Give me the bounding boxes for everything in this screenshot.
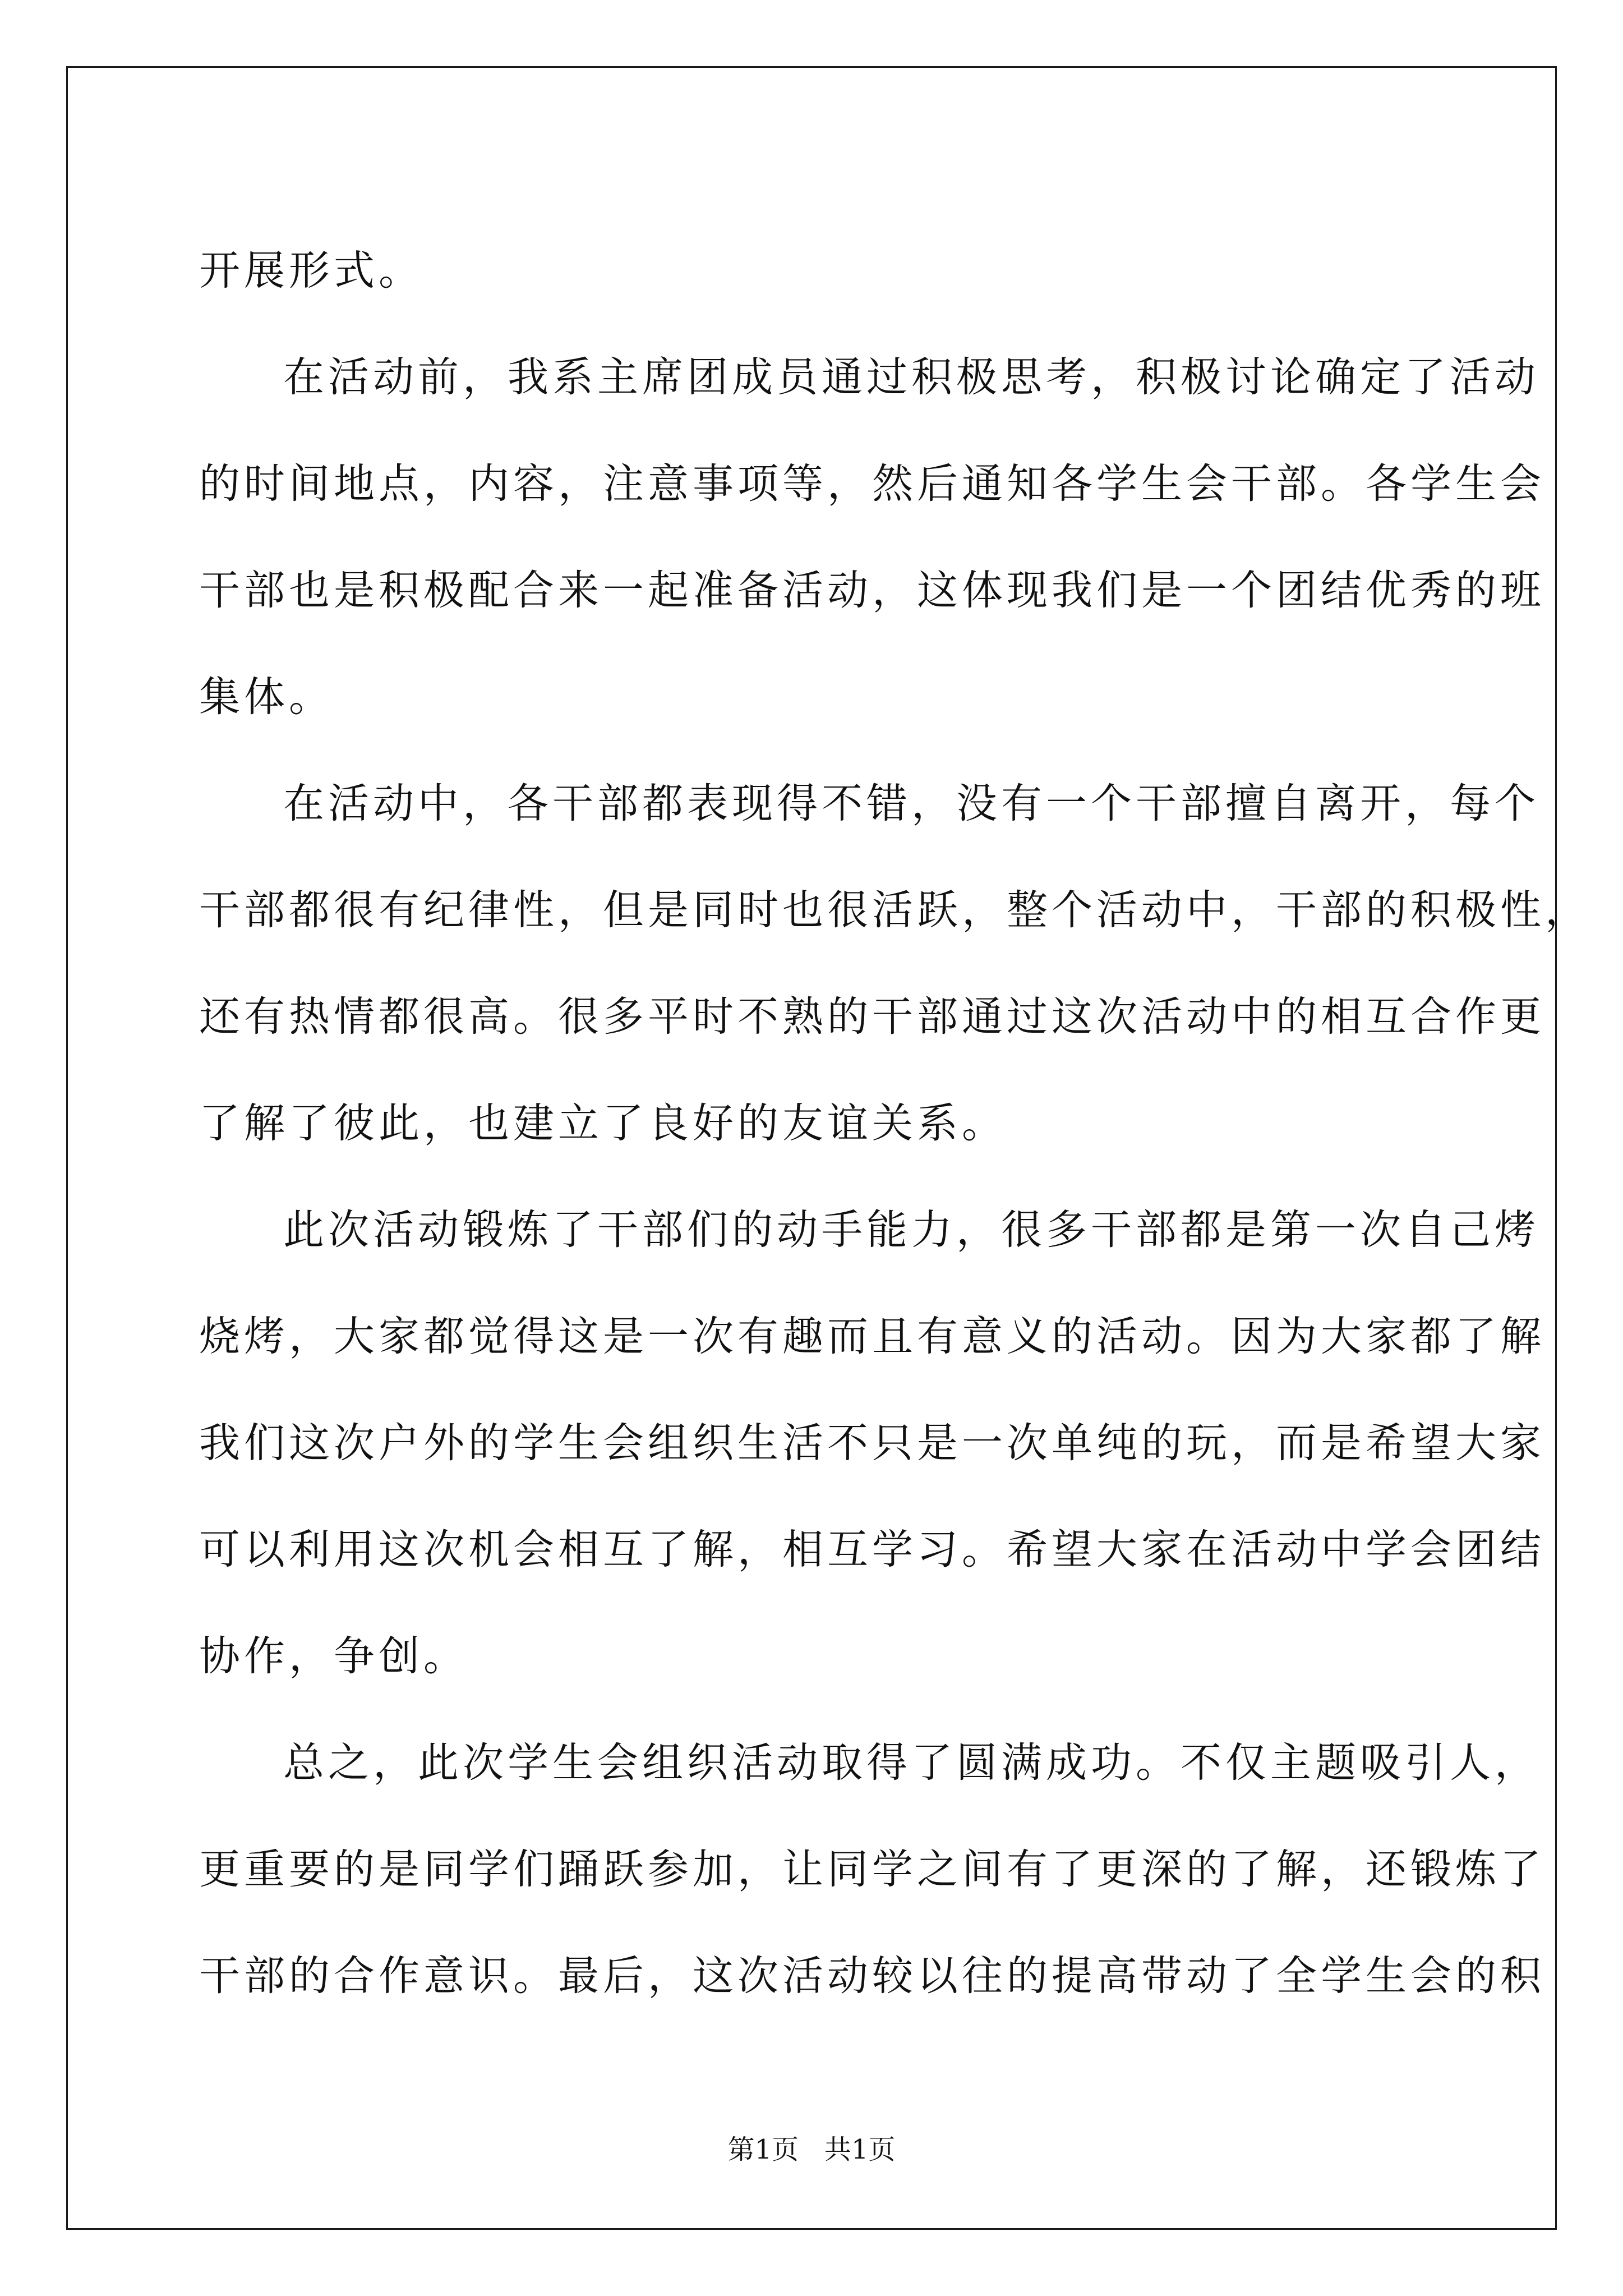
text-line: 开展形式。 <box>199 247 423 295</box>
text-line: 干部的合作意识。最后，这次活动较以往的提高带动了全学生会的积 <box>199 1952 1545 2000</box>
text-line: 集体。 <box>199 673 334 721</box>
text-line: 可以利用这次机会相互了解，相互学习。希望大家在活动中学会团结 <box>199 1526 1545 1573</box>
text-line: 我们这次户外的学生会组织生活不只是一次单纯的玩，而是希望大家 <box>199 1419 1545 1467</box>
text-line: 还有热情都很高。很多平时不熟的干部通过这次活动中的相互合作更 <box>199 993 1545 1041</box>
text-line: 在活动前，我系主席团成员通过积极思考，积极讨论确定了活动 <box>283 353 1539 401</box>
text-line: 在活动中，各干部都表现得不错，没有一个干部擅自离开，每个 <box>283 780 1539 827</box>
document-body <box>199 218 1590 2030</box>
text-line: 烧烤，大家都觉得这是一次有趣而且有意义的活动。因为大家都了解 <box>199 1313 1545 1360</box>
page-total: 共1页 <box>824 2134 896 2165</box>
text-line: 更重要的是同学们踊跃参加，让同学之间有了更深的了解，还锻炼了 <box>199 1846 1545 1893</box>
text-line: 干部都很有纪律性，但是同时也很活跃，整个活动中，干部的积极性， <box>199 886 1590 934</box>
text-line: 总之，此次学生会组织活动取得了圆满成功。不仅主题吸引人， <box>283 1739 1539 1787</box>
text-line: 干部也是积极配合来一起准备活动，这体现我们是一个团结优秀的班 <box>199 567 1545 614</box>
page-footer <box>0 2133 1623 2166</box>
text-line: 协作，争创。 <box>199 1632 468 1680</box>
page-number: 第1页 <box>727 2134 799 2165</box>
text-line: 了解了彼此，也建立了良好的友谊关系。 <box>199 1099 1007 1147</box>
text-line: 的时间地点，内容，注意事项等，然后通知各学生会干部。各学生会 <box>199 460 1545 508</box>
text-line: 此次活动锻炼了干部们的动手能力，很多干部都是第一次自己烤 <box>283 1206 1539 1254</box>
